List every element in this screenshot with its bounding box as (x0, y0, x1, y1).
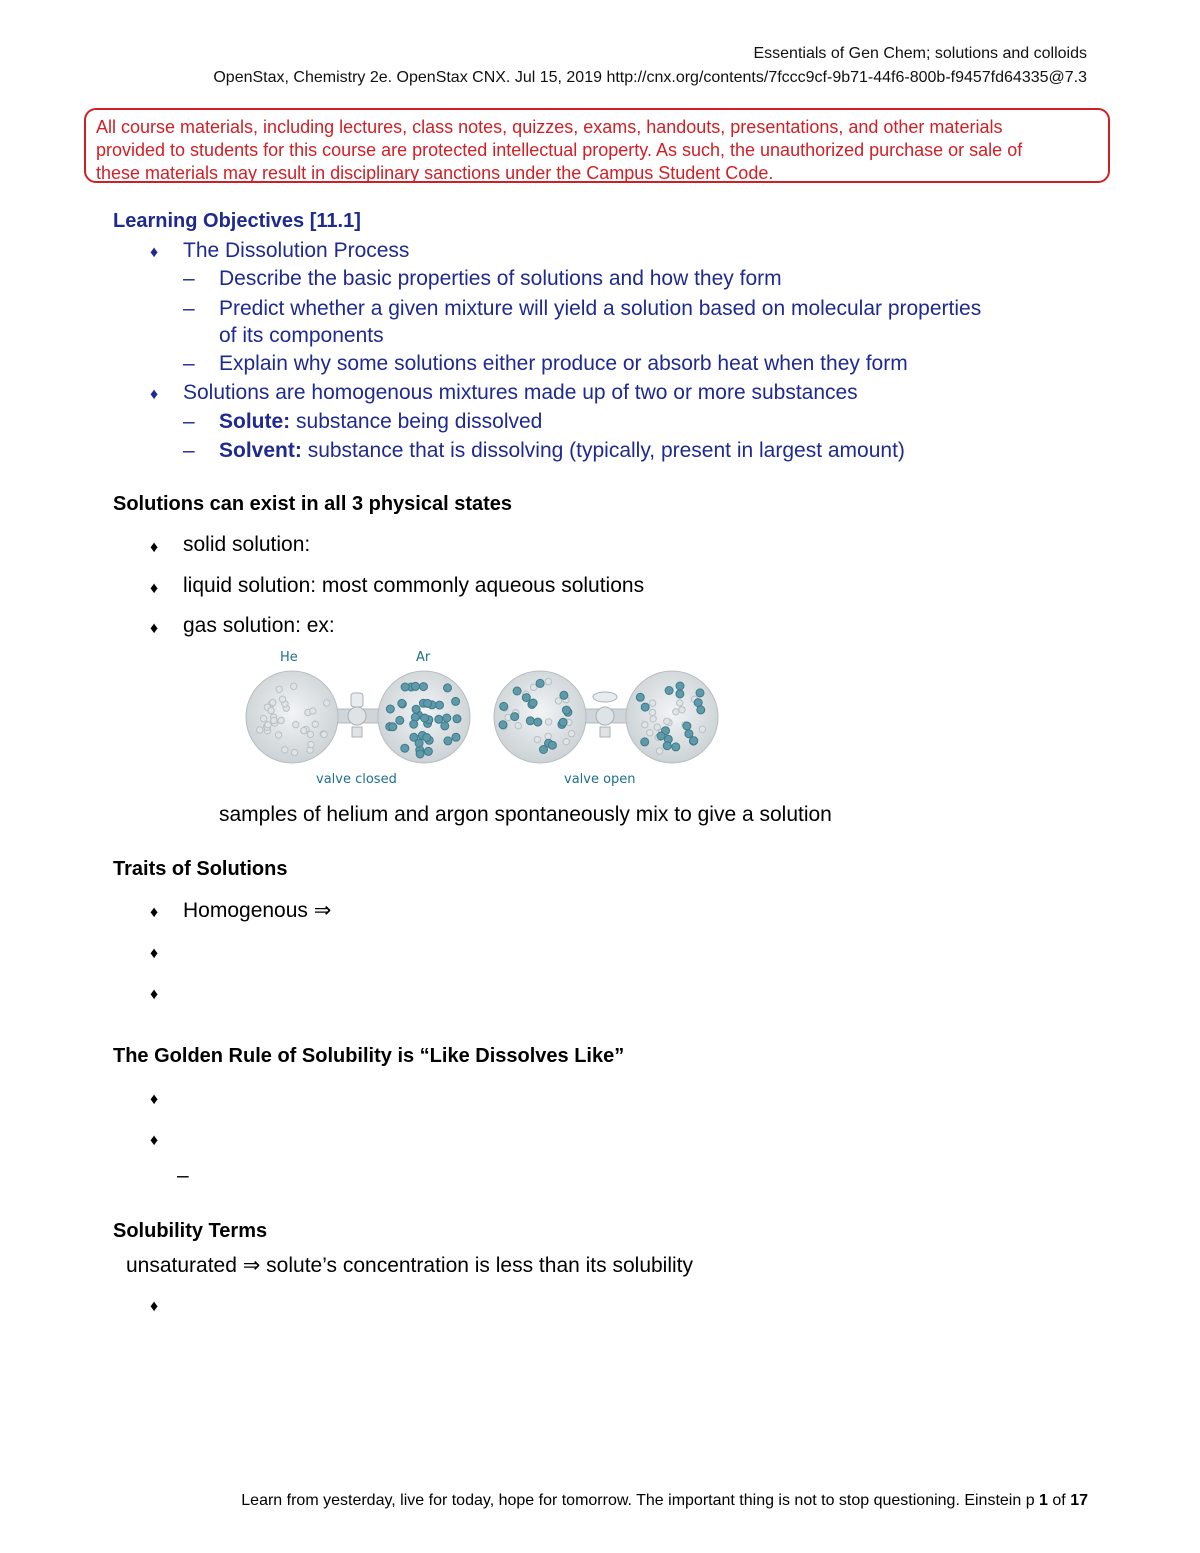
atom (279, 696, 285, 702)
atom (268, 707, 274, 713)
atom (694, 699, 702, 707)
atom (275, 732, 281, 738)
atom (257, 727, 263, 733)
solvent-term: Solvent: (219, 439, 302, 462)
atom (444, 684, 452, 692)
atom (441, 722, 449, 730)
diamond-bullet: ♦ (150, 945, 159, 962)
objective-subitem: Predict whether a given mixture will yield a solution based on molecular properties (219, 297, 982, 320)
page-number: 1 (1039, 1492, 1048, 1509)
atom (308, 741, 314, 747)
diamond-bullet: ♦ (150, 244, 159, 261)
atom (562, 706, 570, 714)
atom (401, 683, 409, 691)
atom (676, 690, 684, 698)
atom (699, 726, 705, 732)
atom (452, 697, 460, 705)
atom (563, 739, 569, 745)
dash-bullet: – (183, 410, 195, 433)
atom (534, 736, 540, 742)
atom (641, 703, 649, 711)
diamond-bullet: ♦ (150, 580, 159, 597)
diamond-bullet: ♦ (150, 539, 159, 556)
atom (673, 709, 679, 715)
atom (534, 718, 542, 726)
atom (401, 744, 409, 752)
atom (398, 699, 406, 707)
atom (312, 721, 318, 727)
atom (424, 699, 432, 707)
solute-definition (219, 410, 542, 434)
diamond-bullet: ♦ (150, 986, 159, 1003)
atom (548, 741, 556, 749)
objective-subitem-cont: of its components (219, 324, 384, 347)
atom (276, 686, 282, 692)
atom (664, 718, 670, 724)
atom (568, 730, 574, 736)
atom (697, 706, 705, 714)
states-heading: Solutions can exist in all 3 physical states (113, 493, 513, 515)
dash-bullet: – (177, 1164, 189, 1187)
atom (436, 701, 444, 709)
dash-bullet: – (183, 439, 195, 462)
notice-line: these materials may result in disciplinary sanctions under the Campus Student Code. (96, 163, 774, 183)
atom (324, 700, 330, 706)
diamond-bullet: ♦ (150, 1091, 159, 1108)
atom (515, 723, 521, 729)
diamond-bullet: ♦ (150, 1132, 159, 1149)
atom (424, 747, 432, 755)
objective-subitem: Describe the basic properties of solutions and how they form (219, 267, 782, 290)
atom (500, 702, 508, 710)
atom (522, 694, 530, 702)
state-item: solid solution: (183, 533, 311, 556)
objective-item: Solutions are homogenous mixtures made up of two or more substances (183, 381, 858, 404)
atom (307, 731, 313, 737)
objectives-heading: Learning Objectives [11.1] (113, 210, 361, 232)
atom (410, 720, 418, 728)
atom (321, 731, 327, 737)
solvent-def: substance that is dissolving (typically, present in largest amount) (307, 439, 905, 462)
atom (301, 727, 307, 733)
atom (696, 689, 704, 697)
traits-heading: Traits of Solutions (113, 858, 288, 880)
atom (291, 749, 297, 755)
atom (513, 687, 521, 695)
atom (420, 683, 428, 691)
figure-caption: samples of helium and argon spontaneously mix to give a solution (219, 803, 832, 826)
atom (642, 722, 648, 728)
atom (421, 714, 429, 722)
atom (649, 709, 655, 715)
diamond-bullet: ♦ (150, 386, 159, 403)
page-of: of (1052, 1492, 1066, 1509)
gas-mixing-figure (240, 645, 720, 790)
atom (650, 716, 656, 722)
atom (293, 721, 299, 727)
page-total: 17 (1070, 1492, 1088, 1509)
atom (389, 723, 397, 731)
atom (412, 682, 420, 690)
atom (416, 750, 424, 758)
dash-bullet: – (183, 352, 195, 375)
atom (663, 742, 671, 750)
atom (396, 716, 404, 724)
solvent-definition (219, 439, 905, 463)
atom (443, 714, 451, 722)
atom (676, 682, 684, 690)
atom (499, 721, 507, 729)
atom (657, 732, 665, 740)
atom (536, 679, 544, 687)
dash-bullet: – (183, 297, 195, 320)
atom (265, 722, 271, 728)
atom (526, 717, 534, 725)
he-label: He (280, 650, 298, 665)
atom (636, 693, 644, 701)
valve-closed-label: valve closed (316, 772, 397, 787)
atom (386, 705, 394, 713)
atom (679, 707, 685, 713)
atom (444, 737, 452, 745)
atom (545, 733, 551, 739)
copyright-notice (84, 108, 1110, 183)
ar-label: Ar (416, 650, 431, 665)
atom (647, 730, 653, 736)
atom (665, 687, 673, 695)
notice-line: All course materials, including lectures, class notes, quizzes, exams, handouts, presentations, and other materials (96, 117, 1003, 137)
trait-item: Homogenous ⇒ (183, 899, 332, 922)
atom (559, 718, 567, 726)
atom (672, 743, 680, 751)
atom (278, 717, 284, 723)
footer (241, 1492, 1088, 1510)
footer-quote: Learn from yesterday, live for today, hope for tomorrow. The important thing is not to stop questioning. Einstein p (241, 1492, 1035, 1509)
atom (452, 733, 460, 741)
atom (423, 734, 431, 742)
atom (282, 747, 288, 753)
atom (435, 715, 443, 723)
atom (412, 705, 420, 713)
apparatus-open (494, 671, 718, 763)
valve-open-label: valve open (564, 772, 636, 787)
atom (560, 691, 568, 699)
atom (555, 698, 561, 704)
objective-item: The Dissolution Process (183, 239, 410, 262)
unsaturated-definition: unsaturated ⇒ solute’s concentration is less than its solubility (126, 1254, 694, 1277)
apparatus-closed (246, 671, 470, 763)
atom (260, 716, 266, 722)
atom (511, 713, 519, 721)
atom (310, 708, 316, 714)
diamond-bullet: ♦ (150, 1298, 159, 1315)
atom (656, 748, 662, 754)
atom (677, 700, 683, 706)
golden-rule-heading: The Golden Rule of Solubility is “Like Dissolves Like” (113, 1045, 625, 1067)
atom (683, 722, 691, 730)
solubility-terms-heading: Solubility Terms (113, 1220, 268, 1242)
atom (690, 737, 698, 745)
notice-line: provided to students for this course are protected intellectual property. As such, the unauthorized purchase or sale of (96, 140, 1023, 160)
atom (545, 719, 551, 725)
atom (540, 746, 548, 754)
atom (270, 699, 276, 705)
atom (649, 700, 655, 706)
atom (641, 738, 649, 746)
diamond-bullet: ♦ (150, 904, 159, 921)
atom (453, 715, 461, 723)
atom (415, 739, 423, 747)
atom (685, 730, 693, 738)
header-title: Essentials of Gen Chem; solutions and colloids (753, 45, 1087, 62)
state-item: liquid solution: most commonly aqueous solutions (183, 574, 645, 597)
solute-def: substance being dissolved (296, 410, 543, 433)
dash-bullet: – (183, 267, 195, 290)
objective-subitem: Explain why some solutions either produce or absorb heat when they form (219, 352, 908, 375)
state-item: gas solution: ex: (183, 614, 335, 637)
header-citation: OpenStax, Chemistry 2e. OpenStax CNX. Jul 15, 2019 http://cnx.org/contents/7fccc9cf-9b71-44f6-800b-f9457fd64335@7.3 (213, 69, 1087, 86)
atom (545, 678, 551, 684)
atom (271, 717, 277, 723)
diamond-bullet: ♦ (150, 620, 159, 637)
atom (529, 699, 537, 707)
solute-term: Solute: (219, 410, 291, 433)
atom (291, 683, 297, 689)
